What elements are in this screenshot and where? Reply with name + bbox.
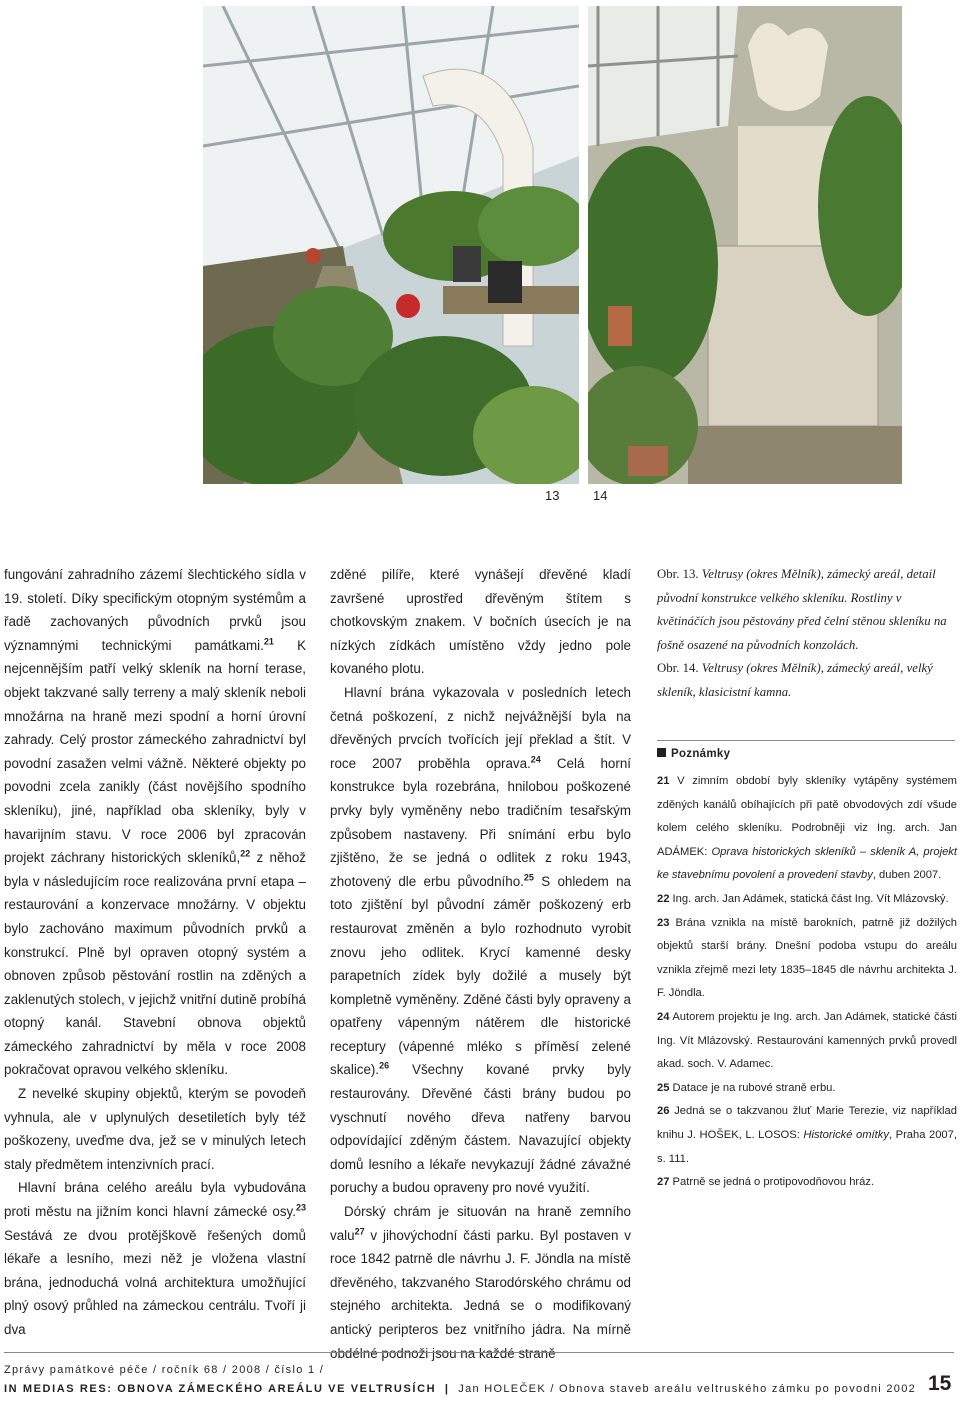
text-run: V zimním období byly skleníky vytápěny systémem zděných kanálů obíhajících při patě obvodových zdí všude kolem celého skleníku. Podrobněji viz Ing. arch. Jan ADÁMEK: [657, 775, 957, 858]
text-run: Autorem projektu je Ing. arch. Jan Adámek, statické části Ing. Vít Mlázovský. Restaurování kamenných prvků provedl akad. soch. V. Adamec. [657, 1010, 957, 1071]
notes-heading [657, 748, 730, 760]
footnote-number: 27 [657, 1176, 670, 1189]
text-run: K nejcennějším patří velký skleník na horní terase, objekt takzvané sally terreny a malý skleník neboli množárna na hraně mezi spodní a horní úrovní zahrady. Celý prostor zámeckého zahradnictví byl povodní zasažen velmi vážně. Některé objekty po povodni zcela zanikly (část novějšího spodního skleníku), jiné, například oba skleníky, byly v havarijním stavu. V roce 2006 byl zpracován projekt záchrany historických skleníků, [4, 637, 306, 866]
footnotes [657, 770, 957, 1195]
figure-number-13: 13 [545, 488, 560, 503]
notes-heading-text: Poznámky [671, 748, 731, 760]
captions [657, 563, 955, 705]
text-column-1 [4, 563, 306, 1342]
footnote-number: 21 [657, 775, 670, 787]
footnote-number: 22 [657, 892, 670, 905]
text-run: S ohledem na toto zjištění byl původní záměr poškozený erb restaurovat změněn a bylo rozhodnuto vyrobit znovu jeho odlitek. Krycí kamenné desky parapetních zídek byly dožilé a musely být kompletně vyměněny. Zděné části byly opraveny a opatřeny vápenným nátěrem dle historické receptury (vápenné mléko s příměsí zelené skalice). [330, 873, 632, 1078]
text-run: Brána vznikla na místě barokních, patrně již dožilých objektů starší brány. Dnešní podoba vstupu do areálu vznikla zřejmě mezi lety 1835–1845 dle návrhu architekta J. F. Jöndla. [657, 916, 957, 1000]
footnote-25 [657, 1077, 957, 1101]
separator: | [444, 1383, 450, 1395]
footnote-24 [657, 1006, 957, 1077]
section-title: IN MEDIAS RES: OBNOVA ZÁMECKÉHO AREÁLU VE VELTRUSÍCH [4, 1383, 437, 1395]
page-number: 15 [928, 1372, 952, 1395]
text-run: Hlavní brána vykazovala v posledních letech četná poškození, z nichž nejvážnější byla na dřevěných prvcích tvořících její překlad a štít. V roce 2007 proběhla oprava. [330, 684, 631, 771]
footnote-22 [657, 888, 957, 912]
caption-label: Obr. 14. [657, 661, 699, 676]
footnote-number: 24 [657, 1010, 670, 1023]
text-run: , duben 2007. [872, 869, 942, 882]
footnote-21 [657, 770, 957, 888]
paragraph: zděné pilíře, které vynášejí dřevěné kladí završené uprostřed dřevěným štítem s chotkovským znakem. V bočních úsecích je na nízkých zídkách umístěno vždy jedno pole kovaného plotu. [330, 567, 631, 677]
footnote-ref-22[interactable]: 22 [240, 848, 251, 859]
text-run: Dórský chrám je situován na hraně zemního valu [330, 1204, 631, 1243]
square-bullet-icon [657, 748, 666, 757]
text-run: Celá horní konstrukce byla rozebrána, hnilobou poškozené prvky byly vyměněny nebo tradičním tesařským způsobem nastaveny. Při snímání erbu bylo zjištěno, že se jedná o odlitek z roku 1943, zhotovený dle erbu původního. [330, 755, 631, 889]
footnote-ref-27[interactable]: 27 [354, 1226, 365, 1237]
paragraph [4, 563, 306, 1082]
text-run: Hlavní brána celého areálu byla vybudována proti městu na jižním konci hlavní zámecké osy. [4, 1180, 306, 1220]
footer-divider [4, 1352, 954, 1353]
greenhouse-photo [203, 6, 579, 484]
caption-14 [657, 657, 955, 704]
text-column-2 [330, 563, 631, 1365]
footnote-ref-25[interactable]: 25 [523, 872, 534, 883]
footnote-number: 25 [657, 1081, 670, 1094]
notes-divider [657, 740, 955, 741]
footnote-number: 23 [657, 916, 670, 929]
footnote-number: 26 [657, 1105, 670, 1118]
running-title [4, 1383, 916, 1395]
text-run: , Praha 2007, s. 111. [657, 1128, 957, 1165]
author-title: Jan HOLEČEK / Obnova staveb areálu veltruského zámku po povodni 2002 [458, 1383, 917, 1395]
text-run: Datace je na rubové straně erbu. [669, 1081, 836, 1094]
footnote-ref-24[interactable]: 24 [530, 754, 541, 765]
footnote-26 [657, 1100, 957, 1171]
text-run: fungování zahradního zázemí šlechtického sídla v 19. století. Díky specifickým otopným systémům a řadě zachovaných původních prvků jsou významnými technickými památkami. [4, 567, 306, 653]
caption-13 [657, 563, 955, 657]
footnote-23 [657, 912, 957, 1006]
text-run: Jedná se o takzvanou žluť Marie Terezie, viz například knihu J. HOŠEK, L. LOSOS: [657, 1105, 957, 1141]
text-run: z něhož byla v následujícím roce realizována první etapa – restaurování a konzervace množárny. V objektu bylo zachováno maximum původních prvků a konstrukcí. Plně byl opraven otopný systém a obnoven způsob pěstování rostlin na zděných a zaklenutých stolech, v jejichž vnitřní dutině probíhá otopný kanál. Stavební obnova objektů zámeckého zahradnictví by měla v roce 2008 pokračovat opravou velkého skleníku. [4, 850, 306, 1078]
text-run: Všechny kované prvky byly restaurovány. Dřevěné části brány budou po vyschnutí nového dřeva natřeny barvou odpovídající zděným částem. Navazující objekty domů lesního a lékaře nevykazují žádné závažné poruchy a budou opraveny pro nové využití. [330, 1062, 631, 1196]
caption-text: Veltrusy (okres Mělník), zámecký areál, velký skleník, klasicistní kamna. [657, 661, 933, 699]
paragraph [330, 1200, 631, 1365]
footnote-ref-26[interactable]: 26 [379, 1061, 390, 1071]
journal-line: Zprávy památkové péče / ročník 68 / 2008 / číslo 1 / [4, 1364, 325, 1376]
footnote-ref-23[interactable]: 23 [295, 1202, 306, 1213]
caption-text: Veltrusy (okres Mělník), zámecký areál, detail původní konstrukce velkého skleníku. Rostliny v květináčích jsou pěstovány před čelní stěnou skleníku na fošně osazené na původních konzolách. [657, 567, 947, 652]
footnote-27 [657, 1171, 957, 1195]
text-run: Patrně se jedná o protipovodňovou hráz. [669, 1176, 875, 1189]
paragraph [4, 1176, 306, 1341]
stove-photo [588, 6, 902, 484]
caption-label: Obr. 13. [657, 567, 699, 581]
text-run: v jihovýchodní části parku. Byl postaven v roce 1842 patrně dle návrhu J. F. Jöndla na místě dřevěného, takzvaného Starodórského chrámu od stejného architekta. Jedná se o modifikovaný antický peripteros bez vnitřního jádra. Na mírně obdélné podnoži jsou na každé straně [330, 1227, 631, 1361]
text-run: Oprava historických skleníků – skleník A, projekt ke stavebnímu povolení a provedení stavby [657, 845, 958, 882]
figure-number-14: 14 [593, 488, 608, 503]
text-run: Historické omítky [803, 1128, 889, 1141]
paragraph [330, 681, 631, 1200]
footnote-ref-21[interactable]: 21 [263, 636, 274, 647]
paragraph: Z nevelké skupiny objektů, kterým se povodeň vyhnula, ale v uplynulých desetiletích byly též poškozeny, uveďme dva, jež se v minulých letech staly předmětem intenzivních prací. [4, 1086, 306, 1172]
text-run: Ing. arch. Jan Adámek, statická část Ing. Vít Mlázovský. [669, 892, 949, 905]
text-run: Sestává ze dvou protějškově řešených domů lékaře a lesního, mezi něž je vložena vlastní brána, jednoduchá volná architektura umožňující plný osový průhled na zámeckou centrálu. Tvoří ji dva [4, 1227, 306, 1337]
